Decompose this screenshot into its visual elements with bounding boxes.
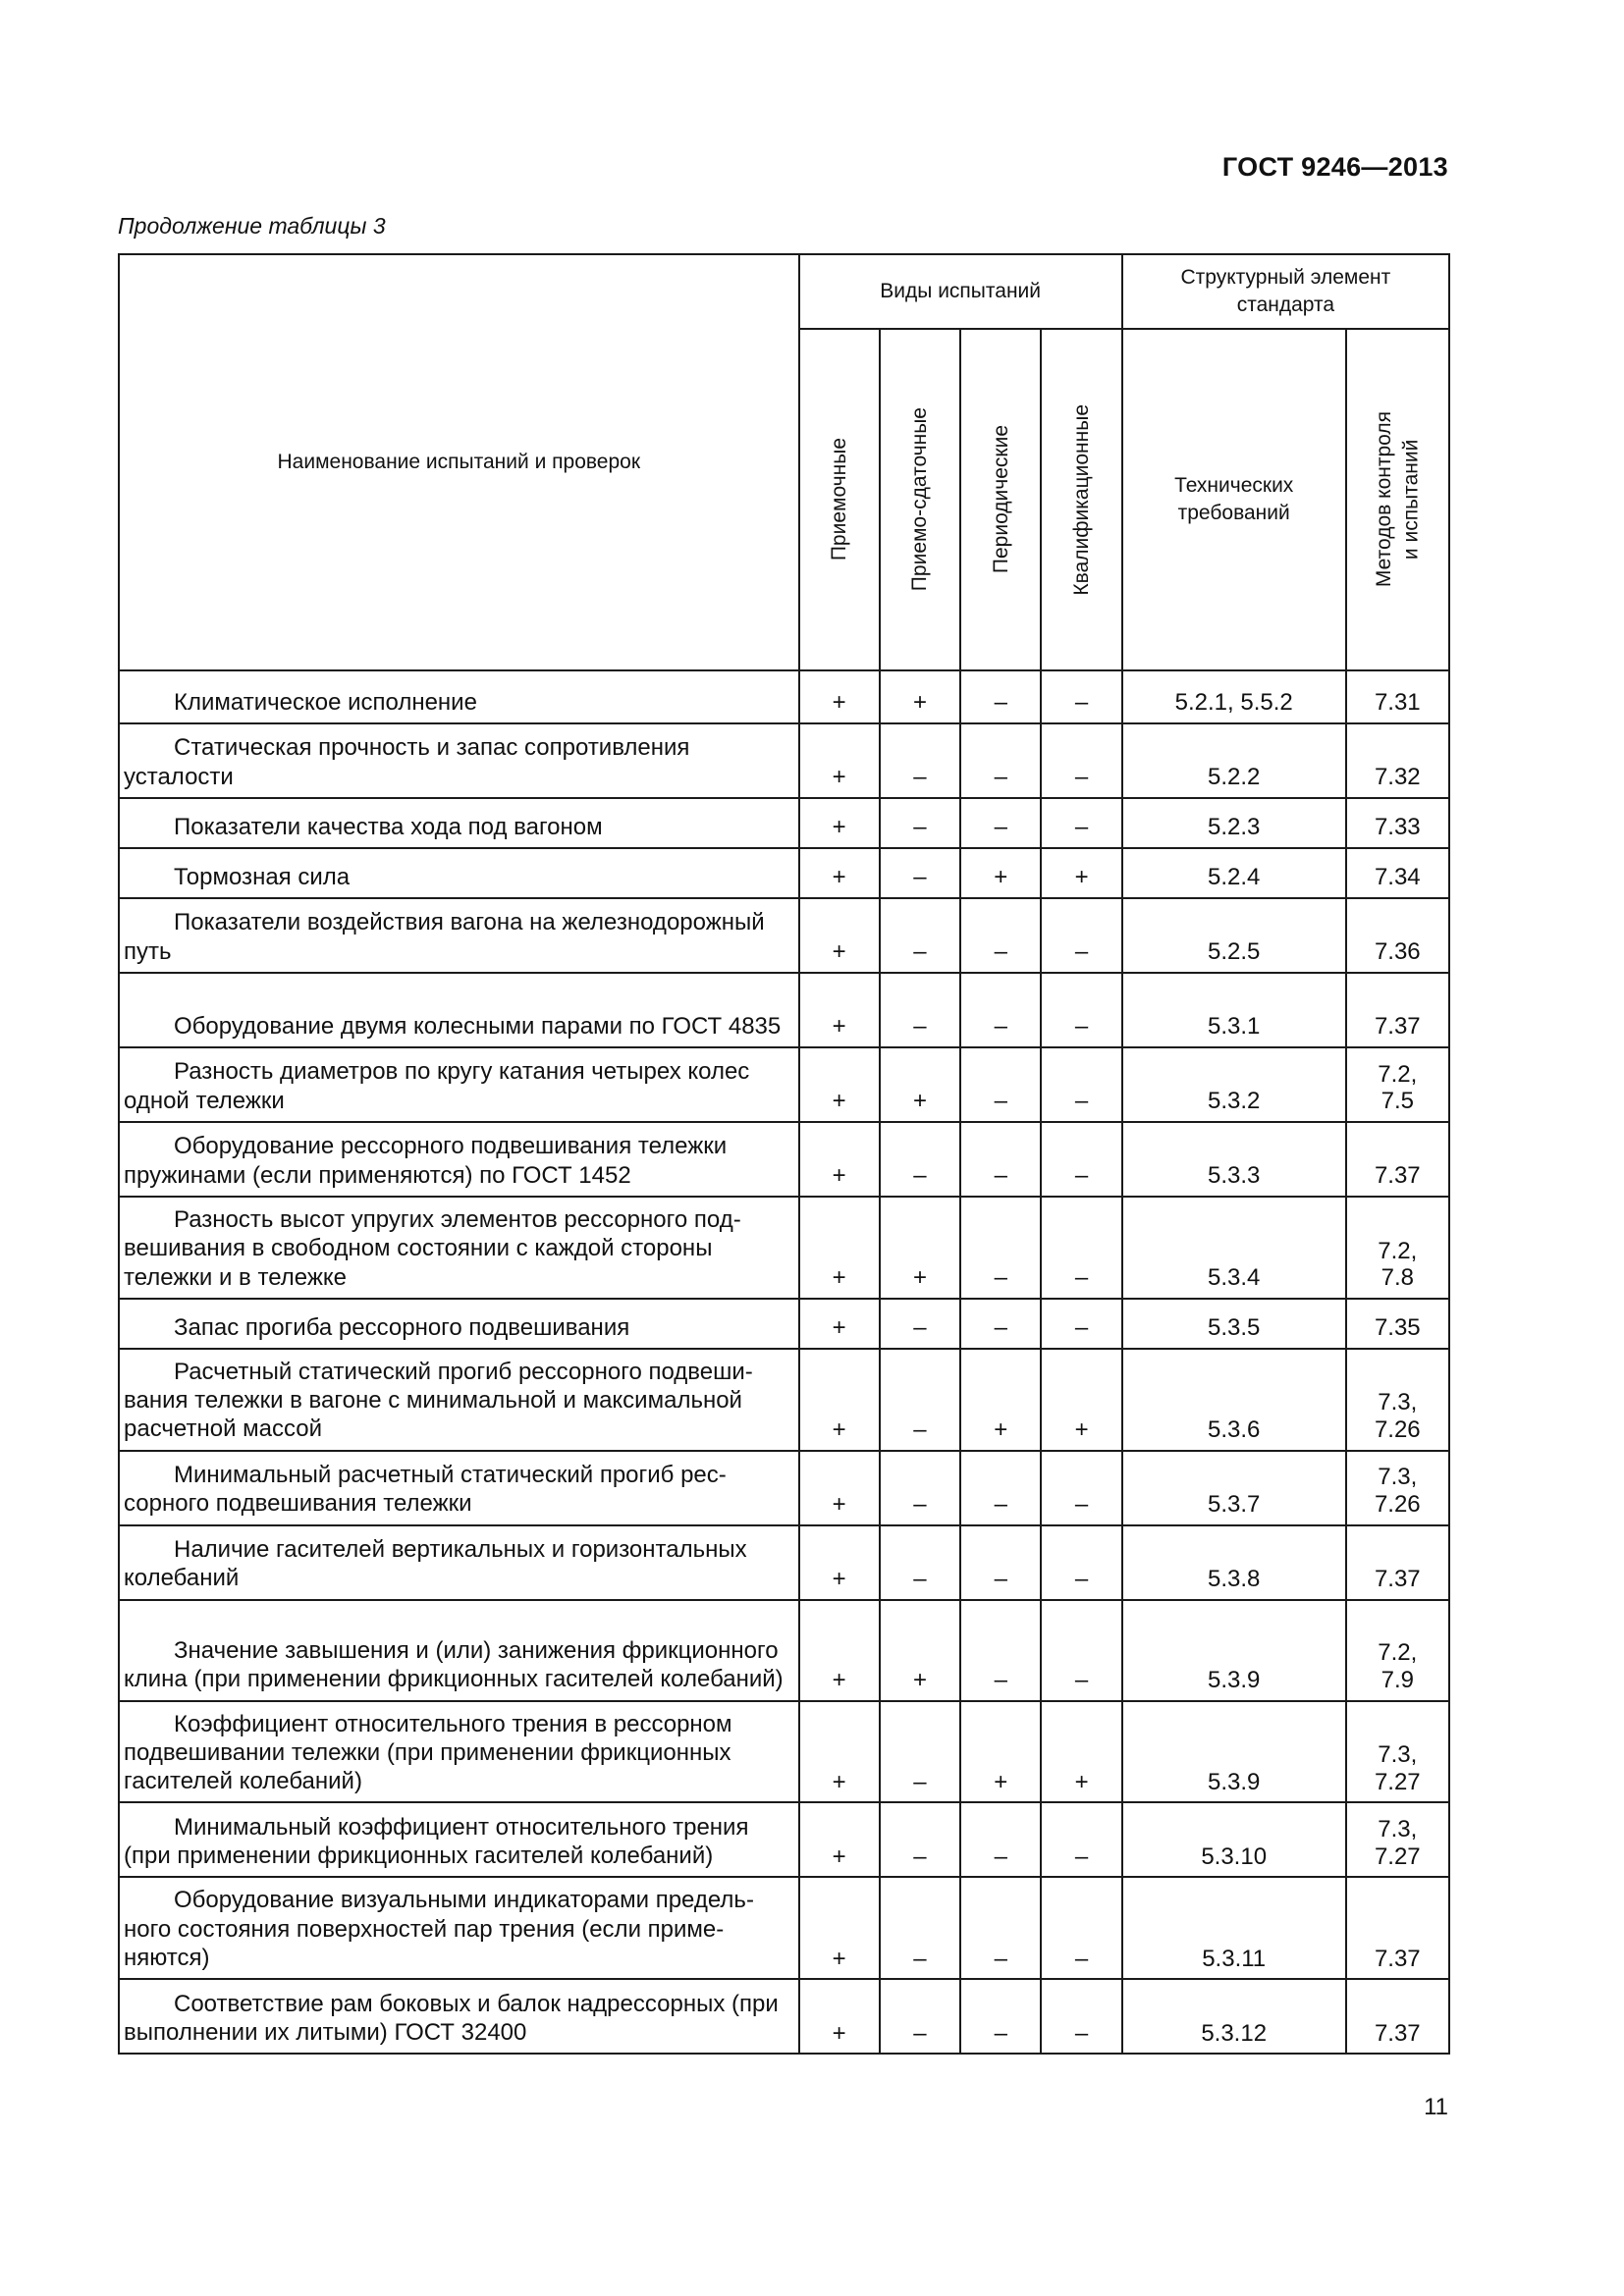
qualification-mark: – <box>1041 1122 1121 1197</box>
table-row <box>119 1349 1449 1451</box>
column-group-structural-element: Структурный элемент стандарта <box>1122 254 1449 329</box>
test-method-ref: 7.33 <box>1374 814 1421 841</box>
table-row <box>119 798 1449 848</box>
qualification-mark: + <box>1041 1349 1121 1451</box>
test-name-cell <box>119 1197 799 1299</box>
technical-requirement-ref: 5.3.10 <box>1122 1802 1346 1877</box>
qualification-mark: + <box>1041 848 1121 898</box>
table-row <box>119 1299 1449 1349</box>
technical-requirement-ref: 5.3.8 <box>1122 1525 1346 1600</box>
test-name: Оборудование двумя колесными парами по ГОСТ 4835 <box>174 1012 782 1040</box>
qualification-mark: – <box>1041 1047 1121 1122</box>
test-method-ref-cell <box>1346 1877 1449 1979</box>
test-name: Расчетный статический прогиб рессорного подвешивания тележки в вагоне с минимальной и максимальной расчетной массой <box>124 1358 753 1443</box>
test-name: Тормозная сила <box>174 863 351 890</box>
test-method-ref: 7.34 <box>1374 864 1421 891</box>
test-name-cell <box>119 898 799 973</box>
acceptance-mark: + <box>799 848 880 898</box>
acceptance-delivery-mark: – <box>880 1979 960 2054</box>
test-method-ref-cell <box>1346 1451 1449 1525</box>
technical-requirement-ref: 5.2.5 <box>1122 898 1346 973</box>
test-method-ref: 7.37 <box>1374 1013 1421 1041</box>
table-row <box>119 1701 1449 1803</box>
test-method-ref-cell <box>1346 670 1449 723</box>
acceptance-delivery-mark: + <box>880 1047 960 1122</box>
table-row <box>119 1197 1449 1299</box>
test-name-cell <box>119 1701 799 1803</box>
acceptance-delivery-mark: – <box>880 1525 960 1600</box>
test-name: Показатели воздействия вагона на железнодорожный путь <box>124 909 765 965</box>
column-header-test-methods: Методов контроля и испытаний <box>1346 329 1449 670</box>
acceptance-mark: + <box>799 1877 880 1979</box>
table-row <box>119 1600 1449 1701</box>
column-header-acceptance-delivery: Приемо-сдаточные <box>880 329 960 670</box>
qualification-mark: + <box>1041 1701 1121 1803</box>
acceptance-mark: + <box>799 1299 880 1349</box>
column-group-test-types: Виды испытаний <box>799 254 1122 329</box>
acceptance-mark: + <box>799 1349 880 1451</box>
table-row <box>119 898 1449 973</box>
test-method-ref-cell <box>1346 1600 1449 1701</box>
test-method-ref-cell <box>1346 798 1449 848</box>
test-name: Минимальный коэффициент относительного трения (при применении фрикционных гасителей колебаний) <box>124 1813 749 1870</box>
acceptance-delivery-mark: – <box>880 848 960 898</box>
acceptance-delivery-mark: – <box>880 798 960 848</box>
technical-requirement-ref: 5.3.9 <box>1122 1600 1346 1701</box>
test-name-cell <box>119 1299 799 1349</box>
test-method-ref-cell <box>1346 1122 1449 1197</box>
table-row <box>119 1525 1449 1600</box>
qualification-mark: – <box>1041 1525 1121 1600</box>
table-row <box>119 1877 1449 1979</box>
test-name: Коэффициент относительного трения в рессорном подвешивании тележки (при применении фрикционных гасителей колебаний) <box>124 1710 732 1795</box>
test-name-cell <box>119 1877 799 1979</box>
periodic-mark: – <box>960 798 1041 848</box>
qualification-mark: – <box>1041 1600 1121 1701</box>
qualification-mark: – <box>1041 1979 1121 2054</box>
page-number: 11 <box>1424 2094 1448 2120</box>
technical-requirement-ref: 5.3.4 <box>1122 1197 1346 1299</box>
acceptance-mark: + <box>799 1047 880 1122</box>
table-row <box>119 1122 1449 1197</box>
technical-requirement-ref: 5.3.1 <box>1122 973 1346 1047</box>
technical-requirement-ref: 5.2.2 <box>1122 723 1346 798</box>
technical-requirement-ref: 5.3.7 <box>1122 1451 1346 1525</box>
acceptance-delivery-mark: – <box>880 723 960 798</box>
table-header <box>119 254 1449 670</box>
column-header-periodic: Периодические <box>960 329 1041 670</box>
test-method-ref-cell <box>1346 1701 1449 1803</box>
test-name-cell <box>119 670 799 723</box>
qualification-mark: – <box>1041 723 1121 798</box>
test-name-cell <box>119 723 799 798</box>
periodic-mark: – <box>960 670 1041 723</box>
test-method-ref-cell <box>1346 1979 1449 2054</box>
test-name-cell <box>119 1122 799 1197</box>
table-body <box>119 670 1449 2054</box>
periodic-mark: – <box>960 1877 1041 1979</box>
test-name-cell <box>119 848 799 898</box>
acceptance-delivery-mark: – <box>880 1802 960 1877</box>
test-method-ref-cell <box>1346 1197 1449 1299</box>
test-name: Разность диаметров по кругу катания четырех колес одной тележки <box>124 1058 750 1114</box>
qualification-mark: – <box>1041 1197 1121 1299</box>
test-name-cell <box>119 1802 799 1877</box>
acceptance-mark: + <box>799 723 880 798</box>
periodic-mark: – <box>960 1299 1041 1349</box>
test-name: Запас прогиба рессорного подвешивания <box>174 1313 630 1341</box>
acceptance-mark: + <box>799 1600 880 1701</box>
acceptance-delivery-mark: + <box>880 1600 960 1701</box>
periodic-mark: – <box>960 1802 1041 1877</box>
test-name-cell <box>119 1349 799 1451</box>
technical-requirement-ref: 5.2.4 <box>1122 848 1346 898</box>
test-name: Климатическое исполнение <box>174 688 477 716</box>
test-method-ref-cell <box>1346 1802 1449 1877</box>
acceptance-mark: + <box>799 1525 880 1600</box>
technical-requirement-ref: 5.3.12 <box>1122 1979 1346 2054</box>
test-name: Значение завышения и (или) занижения фрикционного клина (при применении фрикционных гасителей колебаний) <box>124 1637 784 1693</box>
test-name-cell <box>119 1525 799 1600</box>
acceptance-mark: + <box>799 798 880 848</box>
column-header-qualification: Квалификационные <box>1041 329 1121 670</box>
technical-requirement-ref: 5.2.3 <box>1122 798 1346 848</box>
acceptance-mark: + <box>799 1122 880 1197</box>
qualification-mark: – <box>1041 973 1121 1047</box>
periodic-mark: – <box>960 898 1041 973</box>
test-method-ref: 7.35 <box>1374 1314 1421 1342</box>
periodic-mark: – <box>960 1600 1041 1701</box>
acceptance-delivery-mark: – <box>880 1122 960 1197</box>
periodic-mark: – <box>960 1979 1041 2054</box>
test-name-cell <box>119 1047 799 1122</box>
test-name-cell <box>119 1451 799 1525</box>
qualification-mark: – <box>1041 1877 1121 1979</box>
periodic-mark: + <box>960 1701 1041 1803</box>
test-method-ref: 7.37 <box>1374 1945 1421 1972</box>
acceptance-mark: + <box>799 1197 880 1299</box>
column-header-technical-requirements: Технических требований <box>1122 329 1346 670</box>
test-name-cell <box>119 798 799 848</box>
periodic-mark: – <box>960 1122 1041 1197</box>
test-name: Статическая прочность и запас сопротивления усталости <box>124 734 690 790</box>
test-method-ref-cell <box>1346 848 1449 898</box>
test-method-ref: 7.2, 7.5 <box>1378 1060 1418 1115</box>
acceptance-mark: + <box>799 1701 880 1803</box>
qualification-mark: – <box>1041 670 1121 723</box>
table-row <box>119 848 1449 898</box>
test-method-ref: 7.37 <box>1374 1162 1421 1190</box>
periodic-mark: – <box>960 973 1041 1047</box>
table-row <box>119 1979 1449 2054</box>
test-method-ref: 7.3, 7.27 <box>1374 1741 1421 1795</box>
technical-requirement-ref: 5.2.1, 5.5.2 <box>1122 670 1346 723</box>
test-method-ref: 7.31 <box>1374 689 1421 717</box>
acceptance-mark: + <box>799 1451 880 1525</box>
periodic-mark: – <box>960 1047 1041 1122</box>
acceptance-delivery-mark: + <box>880 670 960 723</box>
qualification-mark: – <box>1041 898 1121 973</box>
table-row <box>119 1802 1449 1877</box>
table-row <box>119 1047 1449 1122</box>
qualification-mark: – <box>1041 1299 1121 1349</box>
test-method-ref-cell <box>1346 898 1449 973</box>
test-method-ref: 7.32 <box>1374 764 1421 791</box>
test-method-ref: 7.36 <box>1374 938 1421 966</box>
test-method-ref-cell <box>1346 723 1449 798</box>
table-row <box>119 723 1449 798</box>
acceptance-delivery-mark: + <box>880 1197 960 1299</box>
test-name: Разность высот упругих элементов рессорного подвешивания в свободном состоянии с каждой стороны тележки и в тележке <box>124 1206 741 1291</box>
technical-requirement-ref: 5.3.6 <box>1122 1349 1346 1451</box>
tests-table <box>118 253 1450 2055</box>
test-method-ref: 7.37 <box>1374 2019 1421 2047</box>
test-method-ref: 7.37 <box>1374 1566 1421 1592</box>
technical-requirement-ref: 5.3.9 <box>1122 1701 1346 1803</box>
periodic-mark: + <box>960 848 1041 898</box>
test-method-ref-cell <box>1346 973 1449 1047</box>
test-name: Минимальный расчетный статический прогиб рессорного подвешивания тележки <box>124 1462 727 1518</box>
acceptance-delivery-mark: – <box>880 1877 960 1979</box>
acceptance-delivery-mark: – <box>880 1451 960 1525</box>
test-method-ref-cell <box>1346 1525 1449 1600</box>
acceptance-mark: + <box>799 1979 880 2054</box>
periodic-mark: – <box>960 1451 1041 1525</box>
acceptance-delivery-mark: – <box>880 898 960 973</box>
test-method-ref: 7.3, 7.26 <box>1374 1389 1421 1443</box>
document-code: ГОСТ 9246—2013 <box>1221 152 1448 182</box>
test-method-ref: 7.3, 7.27 <box>1374 1816 1421 1870</box>
table-row <box>119 670 1449 723</box>
test-name: Соответствие рам боковых и балок надрессорных (при выполнении их литыми) ГОСТ 32400 <box>124 1990 779 2046</box>
periodic-mark: + <box>960 1349 1041 1451</box>
qualification-mark: – <box>1041 798 1121 848</box>
test-method-ref: 7.2, 7.8 <box>1378 1237 1418 1292</box>
periodic-mark: – <box>960 723 1041 798</box>
acceptance-delivery-mark: – <box>880 973 960 1047</box>
test-name-cell <box>119 973 799 1047</box>
column-header-acceptance: Приемочные <box>799 329 880 670</box>
technical-requirement-ref: 5.3.5 <box>1122 1299 1346 1349</box>
acceptance-mark: + <box>799 670 880 723</box>
qualification-mark: – <box>1041 1451 1121 1525</box>
periodic-mark: – <box>960 1525 1041 1600</box>
test-name: Наличие гасителей вертикальных и горизонтальных колебаний <box>124 1536 747 1592</box>
acceptance-mark: + <box>799 973 880 1047</box>
periodic-mark: – <box>960 1197 1041 1299</box>
test-name: Оборудование рессорного подвешивания тележки пружинами (если применяются) по ГОСТ 1452 <box>124 1133 728 1189</box>
test-method-ref: 7.3, 7.26 <box>1374 1464 1421 1518</box>
test-method-ref-cell <box>1346 1047 1449 1122</box>
table-row <box>119 1451 1449 1525</box>
test-method-ref-cell <box>1346 1299 1449 1349</box>
qualification-mark: – <box>1041 1802 1121 1877</box>
table-row <box>119 973 1449 1047</box>
technical-requirement-ref: 5.3.3 <box>1122 1122 1346 1197</box>
test-name: Показатели качества хода под вагоном <box>174 813 603 840</box>
acceptance-mark: + <box>799 898 880 973</box>
test-method-ref: 7.2, 7.9 <box>1378 1639 1418 1693</box>
table-continuation-caption: Продолжение таблицы 3 <box>118 213 386 239</box>
acceptance-delivery-mark: – <box>880 1701 960 1803</box>
acceptance-delivery-mark: – <box>880 1349 960 1451</box>
technical-requirement-ref: 5.3.11 <box>1122 1877 1346 1979</box>
test-name-cell <box>119 1600 799 1701</box>
acceptance-delivery-mark: – <box>880 1299 960 1349</box>
test-name-cell <box>119 1979 799 2054</box>
technical-requirement-ref: 5.3.2 <box>1122 1047 1346 1122</box>
column-header-name: Наименование испытаний и проверок <box>119 254 799 670</box>
acceptance-mark: + <box>799 1802 880 1877</box>
test-name: Оборудование визуальными индикаторами предельного состояния поверхностей пар трения (если применяются) <box>124 1887 754 1971</box>
test-method-ref-cell <box>1346 1349 1449 1451</box>
